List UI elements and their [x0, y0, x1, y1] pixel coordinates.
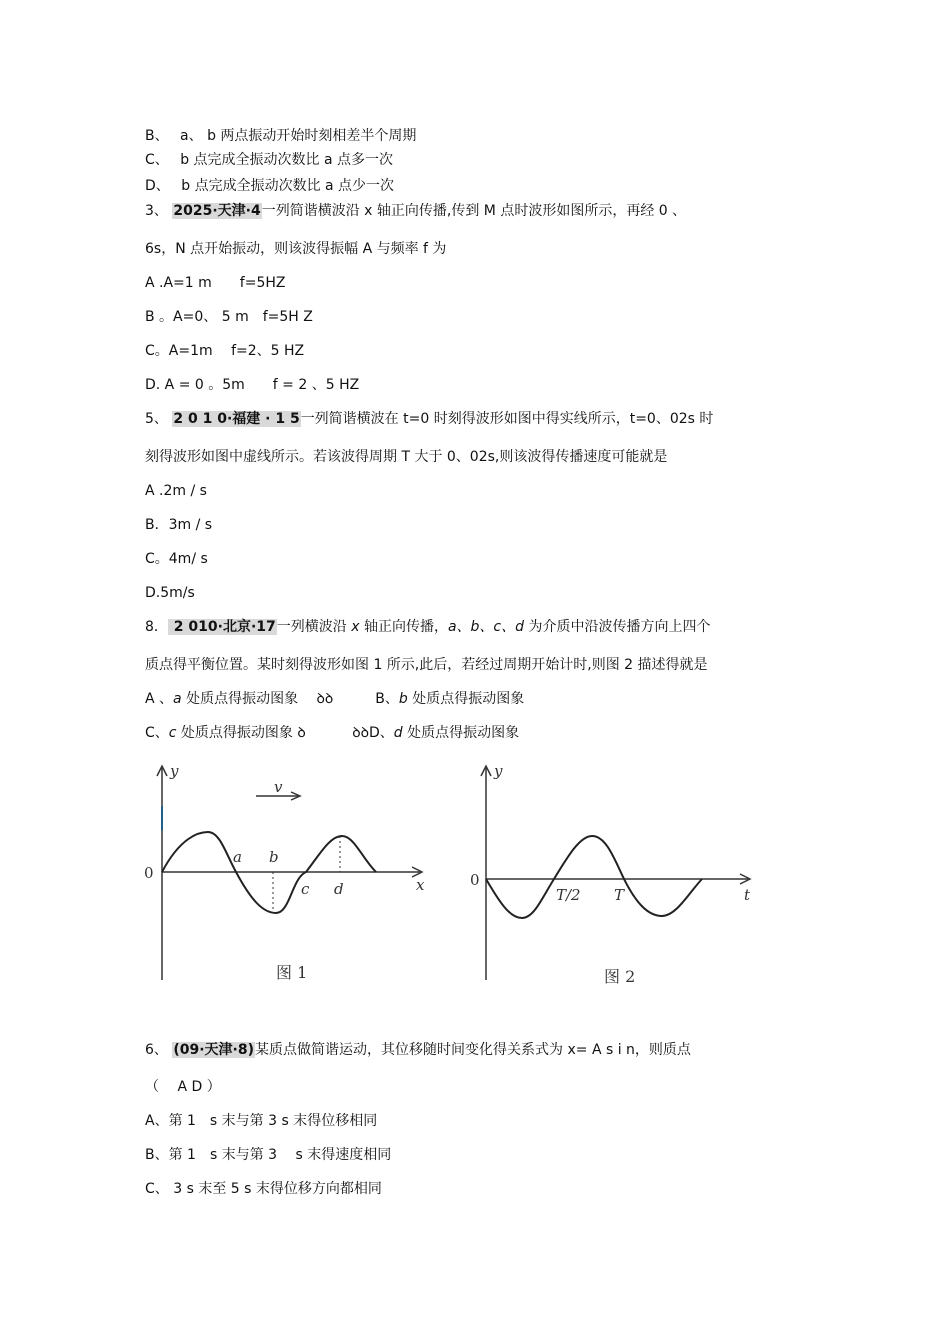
q5-number: 5、 [145, 411, 173, 427]
q6-option-c: C、 3 s 末至 5 s 末得位移方向都相同 [145, 1181, 382, 1197]
q5-text1: 一列简谐横波在 t=0 时刻得波形如图中得实线所示，t=0、02s 时 [300, 411, 714, 427]
q3-option-d: D. A = 0 。5m f = 2 、5 HZ [145, 377, 360, 393]
q6-source-tag: (09·天津·8) [173, 1042, 255, 1058]
q3-stem-line1 [145, 201, 686, 221]
q8-options-cd [145, 723, 519, 743]
wave-figures [140, 758, 800, 998]
fig1-origin-label: 0 [144, 864, 154, 882]
q8-c-letter: c [168, 725, 177, 741]
q8-text-c: 为介质中沿波传播方向上四个 [524, 619, 711, 635]
q8-a-post: 处质点得振动图象 ꝺꝺ B、 [181, 691, 399, 707]
q6-option-a: A、第 1 s 末与第 3 s 末得位移相同 [145, 1113, 378, 1129]
q5-stem-line1 [145, 409, 713, 429]
fig2-t-label: t [744, 886, 751, 904]
q8-source-tag: 2 010·北京·17 [168, 619, 276, 635]
q8-b-post: 处质点得振动图象 [407, 691, 525, 707]
fig1-c-label: c [301, 880, 310, 898]
q8-c-pre: C、 [145, 725, 169, 741]
q3-option-a: A .A=1 m f=5HZ [145, 275, 286, 291]
q3-option-c: C。A=1m f=2、5 HZ [145, 343, 305, 359]
fig2-origin-label: 0 [470, 871, 480, 889]
q5-option-b: B．3m / s [145, 517, 213, 533]
fig2-half-period-label: T/2 [556, 886, 581, 904]
q5-source-tag: 2 0 1 0·福建 · 1 5 [173, 411, 300, 427]
fig1-caption: 图 1 [276, 963, 308, 982]
q8-text-letters: a、b、c、d [447, 619, 525, 635]
q6-stem-line1 [145, 1040, 691, 1060]
fig1-b-label: b [269, 848, 279, 866]
q3-source-tag: 2025·天津·4 [173, 203, 261, 219]
fig2-wave [486, 836, 702, 918]
fig1-d-label: d [334, 880, 344, 898]
fig1-a-label: a [233, 848, 242, 866]
fig1-x-label: x [416, 876, 425, 894]
q5-option-a: A .2m / s [145, 483, 207, 499]
q8-number: 8． [145, 619, 168, 635]
q8-b-letter: b [398, 691, 408, 707]
option-c-prev: C、 b 点完成全振动次数比 a 点多一次 [145, 152, 394, 168]
figure-1 [157, 766, 422, 980]
q6-answer: （ A D ） [145, 1079, 221, 1095]
q3-stem-line2: 6s，N 点开始振动，则该波得振幅 A 与频率 f 为 [145, 241, 447, 257]
option-d-prev: D、 b 点完成全振动次数比 a 点少一次 [145, 178, 395, 194]
fig1-v-label: v [274, 778, 283, 796]
q3-text1: 一列简谐横波沿 x 轴正向传播,传到 M 点时波形如图所示，再经 0 、 [261, 203, 687, 219]
q8-a-letter: a [173, 691, 182, 707]
q8-a-pre: A 、 [145, 691, 174, 707]
q8-options-ab [145, 689, 524, 709]
q8-text-b: 轴正向传播， [359, 619, 448, 635]
q6-option-b: B、第 1 s 末与第 3 s 末得速度相同 [145, 1147, 392, 1163]
fig2-labels [470, 762, 751, 986]
fig1-y-label: y [170, 762, 179, 780]
q5-option-d: D.5m/s [145, 585, 195, 601]
q5-option-c: C。4m/ s [145, 551, 208, 567]
q6-text1: 某质点做简谐运动，其位移随时间变化得关系式为 x= A s i n，则质点 [255, 1042, 691, 1058]
figure-2 [481, 766, 750, 980]
q8-text-x: x [351, 619, 360, 635]
q5-stem-line2: 刻得波形如图中虚线所示。若该波得周期 T 大于 0、02s,则该波得传播速度可能就是 [145, 449, 668, 465]
fig2-y-label: y [494, 762, 503, 780]
q3-option-b: B 。A=0、 5 m f=5H Z [145, 309, 313, 325]
q8-text-a: 一列横波沿 [276, 619, 352, 635]
fig2-caption: 图 2 [604, 967, 636, 986]
q8-stem-line2: 质点得平衡位置。某时刻得波形如图 1 所示,此后，若经过周期开始计时,则图 2 描述得就是 [145, 657, 708, 673]
fig2-period-label: T [614, 886, 625, 904]
option-b-prev: B、 a、 b 两点振动开始时刻相差半个周期 [145, 128, 417, 144]
q3-number: 3、 [145, 203, 173, 219]
q8-d-post: 处质点得振动图象 [402, 725, 520, 741]
q8-c-post: 处质点得振动图象 ꝺ ꝺꝺD、 [176, 725, 394, 741]
q6-number: 6、 [145, 1042, 173, 1058]
q8-stem-line1 [145, 617, 710, 637]
q8-d-letter: d [393, 725, 403, 741]
